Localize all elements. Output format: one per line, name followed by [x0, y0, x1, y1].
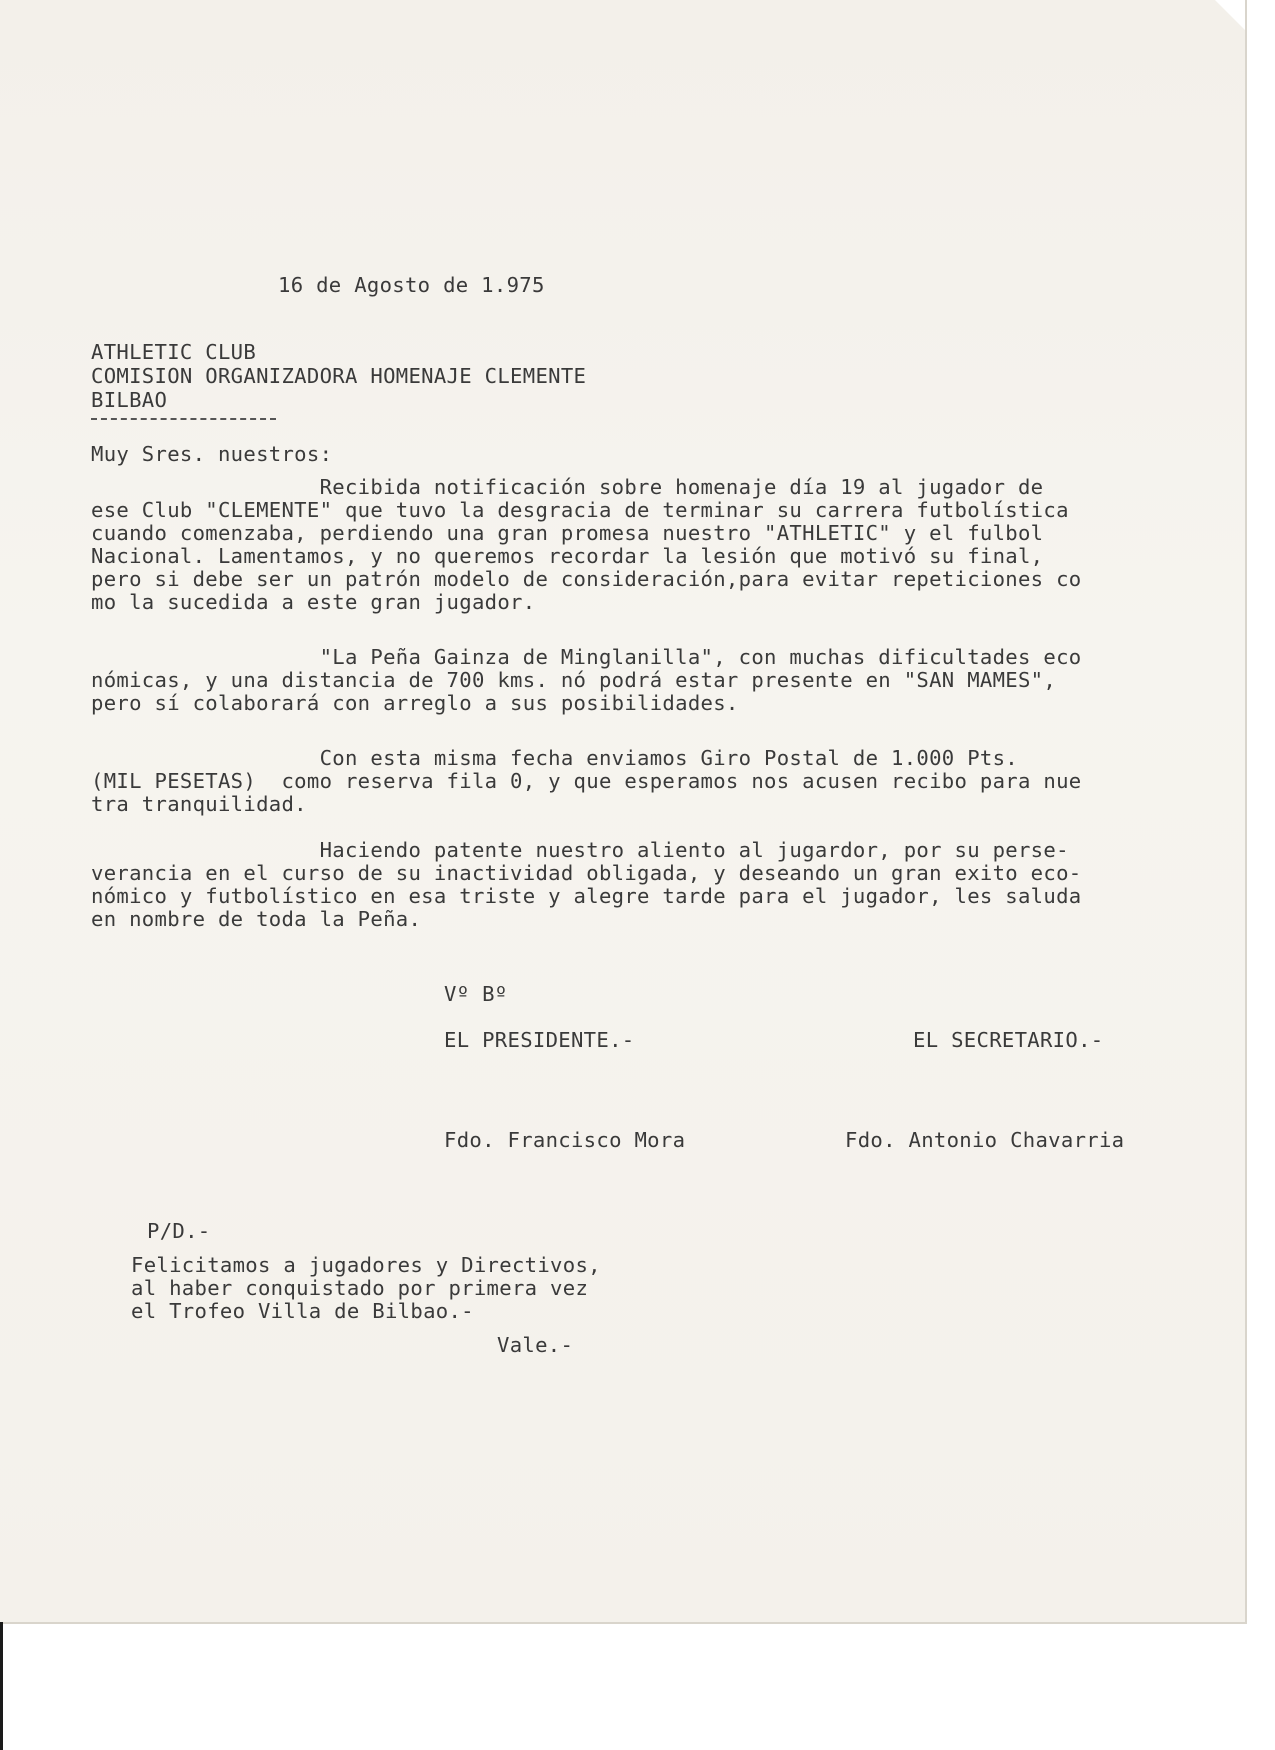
postscript-line: Felicitamos a jugadores y Directivos,	[131, 1253, 601, 1277]
recipient-line-2: COMISION ORGANIZADORA HOMENAJE CLEMENTE	[91, 364, 587, 388]
paragraph-2-line: pero sí colaborará con arreglo a sus posibilidades.	[91, 691, 739, 715]
paragraph-1-line: ese Club "CLEMENTE" que tuvo la desgracia de terminar su carrera futbolística	[91, 498, 1069, 522]
corner-fold	[1215, 0, 1245, 30]
paragraph-4-line: Haciendo patente nuestro aliento al jugardor, por su perse-	[91, 838, 1069, 862]
postscript-line: al haber conquistado por primera vez	[131, 1276, 589, 1300]
paragraph-4-line: nómico y futbolístico en esa triste y alegre tarde para el jugador, les saluda	[91, 884, 1082, 908]
postscript-closing: Vale.-	[497, 1333, 574, 1357]
secretary-signature: Fdo. Antonio Chavarria	[845, 1128, 1125, 1152]
paragraph-3-line: Con esta misma fecha enviamos Giro Postal de 1.000 Pts.	[91, 746, 1018, 770]
paragraph-1-line: cuando comenzaba, perdiendo una gran promesa nuestro "ATHLETIC" y el fulbol	[91, 521, 1044, 545]
paragraph-1-line: pero si debe ser un patrón modelo de consideración,para evitar repeticiones co	[91, 567, 1082, 591]
paragraph-3-line: tra tranquilidad.	[91, 792, 307, 816]
president-title: EL PRESIDENTE.-	[444, 1028, 635, 1052]
paragraph-1-line: mo la sucedida a este gran jugador.	[91, 590, 536, 614]
paragraph-2-line: nómicas, y una distancia de 700 kms. nó podrá estar presente en "SAN MAMES",	[91, 668, 1057, 692]
president-signature: Fdo. Francisco Mora	[444, 1128, 686, 1152]
paragraph-2-line: "La Peña Gainza de Minglanilla", con muchas dificultades eco	[91, 645, 1082, 669]
paragraph-1-line: Nacional. Lamentamos, y no queremos recordar la lesión que motivó su final,	[91, 544, 1044, 568]
paragraph-4-line: verancia en el curso de su inactividad obligada, y deseando un gran exito eco-	[91, 861, 1082, 885]
letter-date: 16 de Agosto de 1.975	[278, 273, 545, 297]
paragraph-3-line: (MIL PESETAS) como reserva fila 0, y que esperamos nos acusen recibo para nue	[91, 769, 1082, 793]
postscript-label: P/D.-	[147, 1219, 211, 1243]
recipient-line-1: ATHLETIC CLUB	[91, 340, 257, 364]
postscript-line: el Trofeo Villa de Bilbao.-	[131, 1299, 474, 1323]
vobo-mark: Vº Bº	[444, 982, 508, 1006]
recipient-line-3: BILBAO	[91, 388, 168, 412]
recipient-underline	[91, 418, 276, 420]
paragraph-4-line: en nombre de toda la Peña.	[91, 907, 422, 931]
paragraph-1-line: Recibida notificación sobre homenaje día 19 al jugador de	[91, 475, 1044, 499]
salutation: Muy Sres. nuestros:	[91, 442, 333, 466]
secretary-title: EL SECRETARIO.-	[913, 1028, 1104, 1052]
scan-edge-mark	[0, 1622, 3, 1750]
